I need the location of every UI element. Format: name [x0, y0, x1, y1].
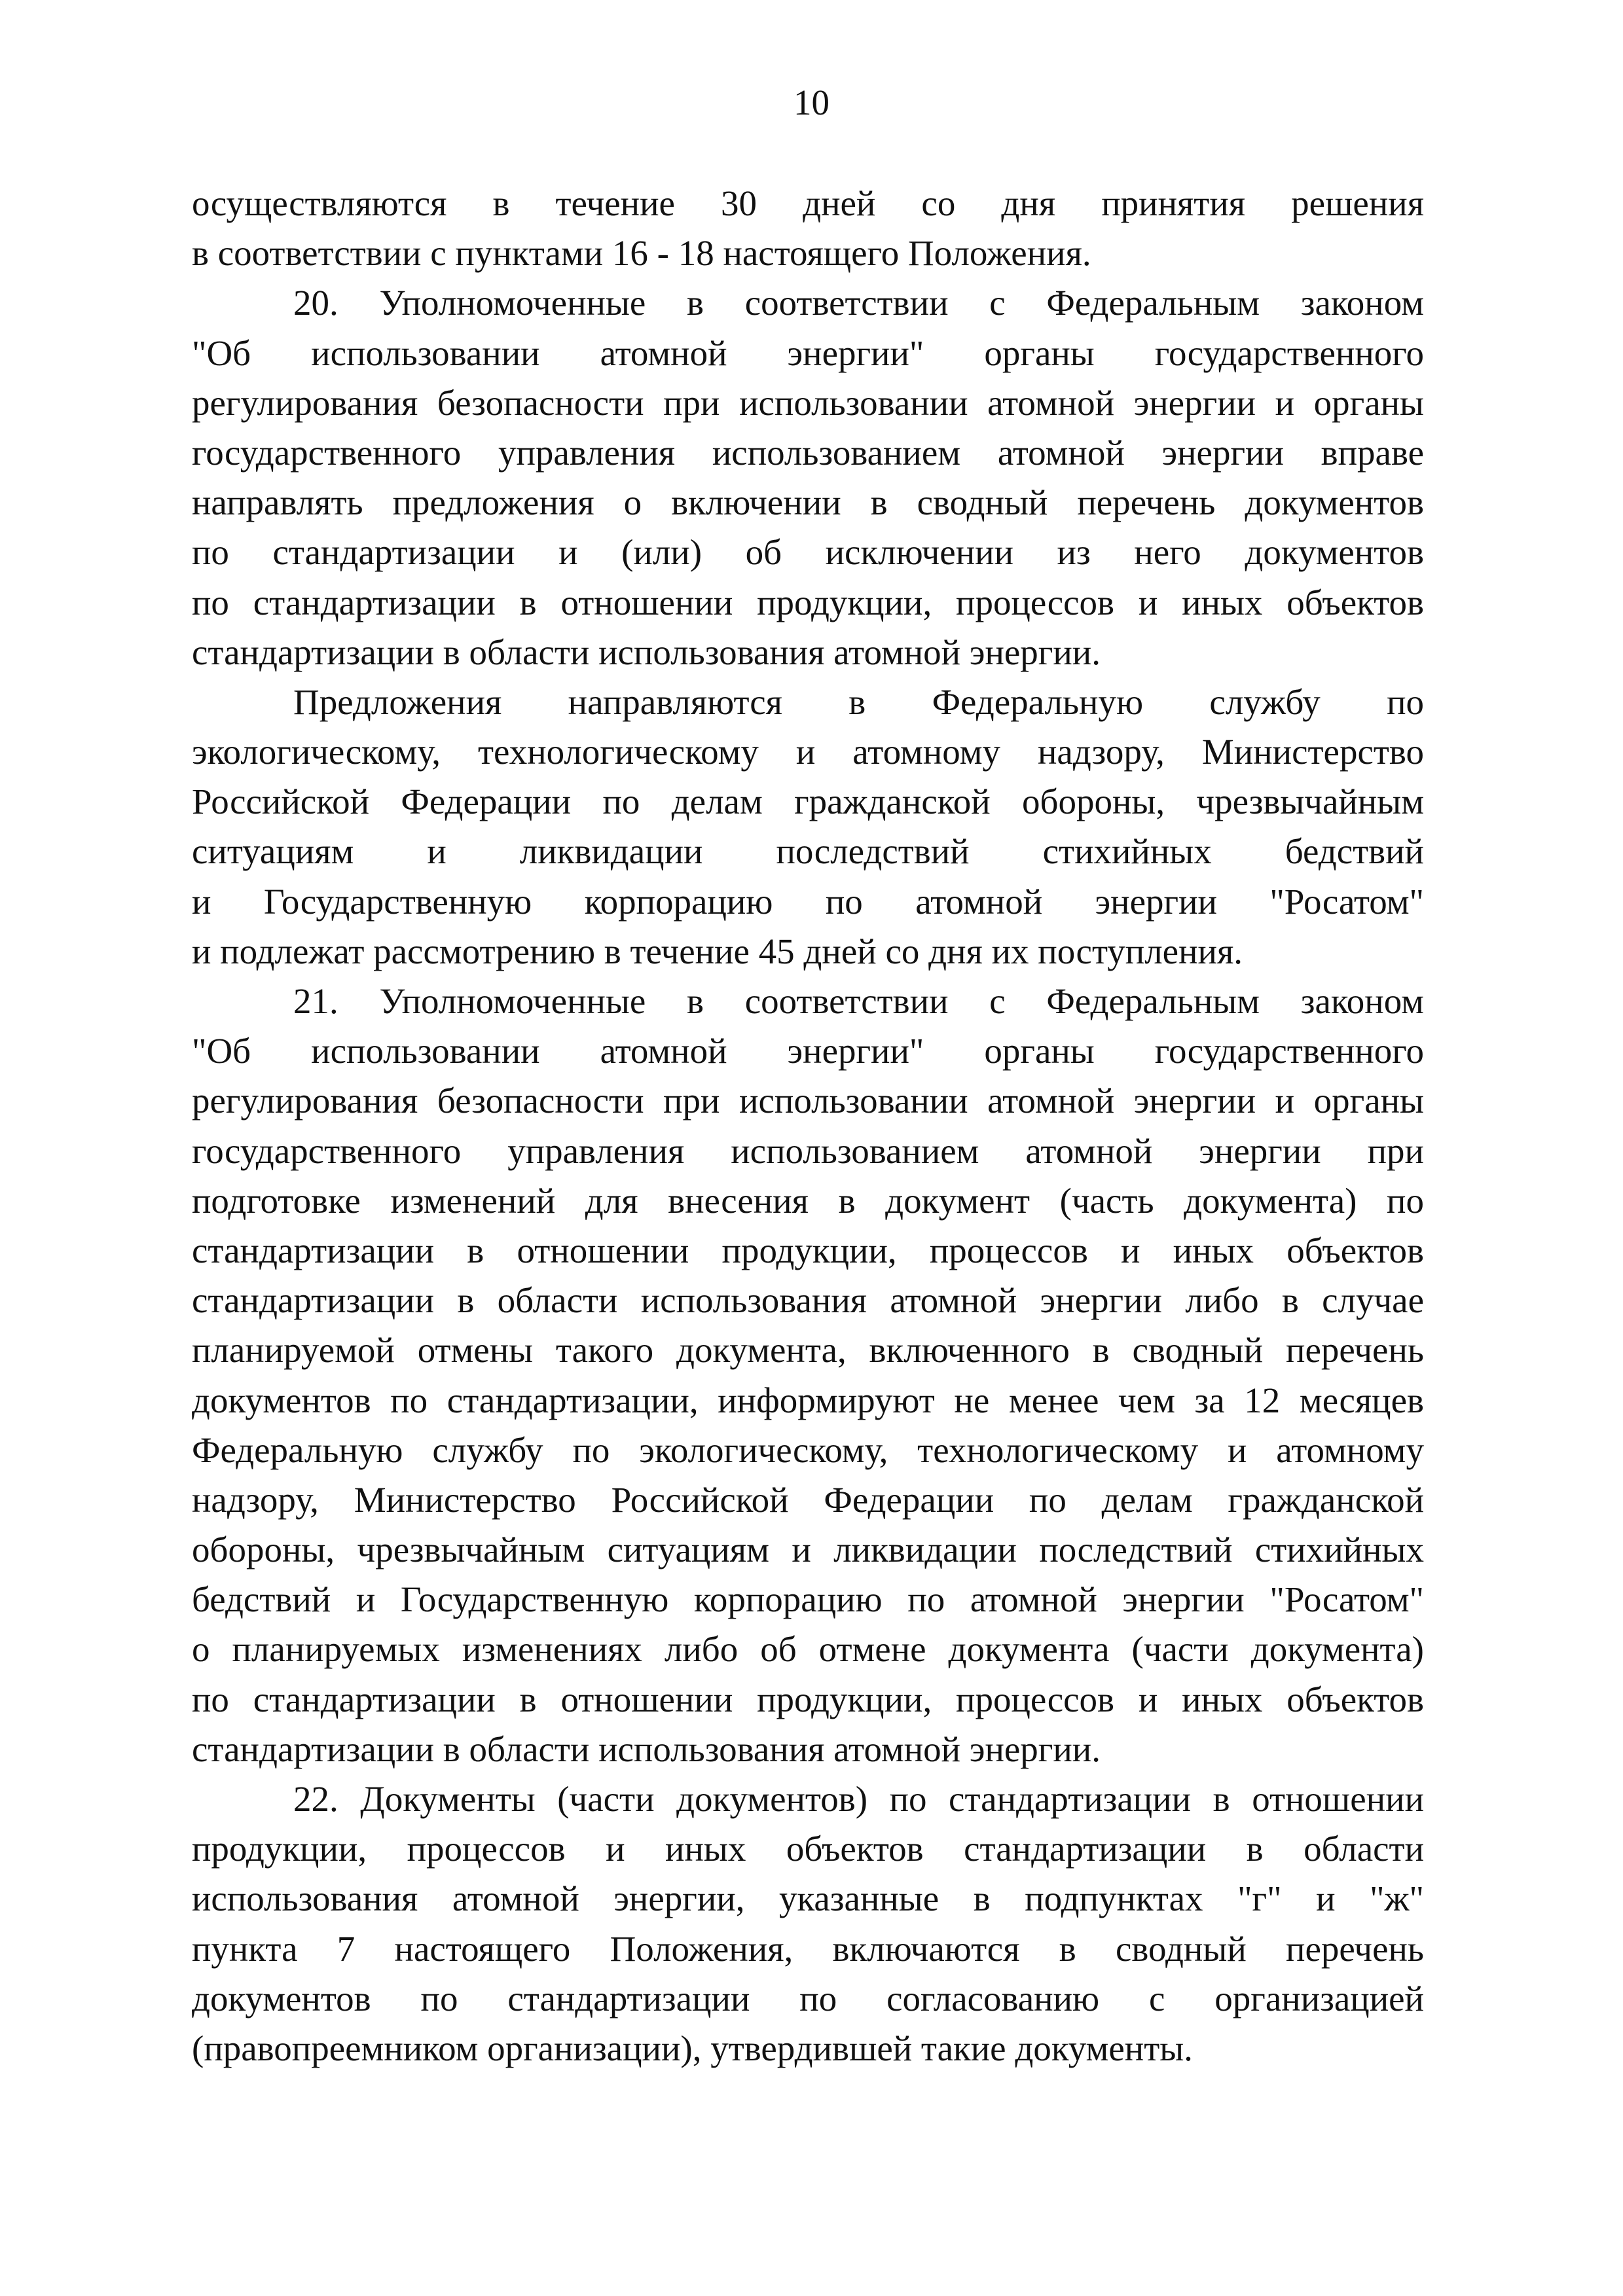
text-line: по стандартизации в отношении продукции, процессов и иных объектов — [192, 1679, 1424, 1719]
page-number: 10 — [793, 82, 830, 122]
text-line: стандартизации в области использования атомной энергии либо в случае — [192, 1280, 1424, 1321]
text-line: Федеральную службу по экологическому, технологическому и атомному — [192, 1429, 1424, 1470]
text-line: ситуациям и ликвидации последствий стихийных бедствий — [192, 831, 1424, 872]
text-line: пункта 7 настоящего Положения, включаются в сводный перечень — [192, 1928, 1424, 1969]
text-line: Предложения направляются в Федеральную службу по — [293, 681, 1424, 722]
text-line: регулирования безопасности при использовании атомной энергии и органы — [192, 1081, 1424, 1121]
paragraph-20 — [192, 278, 1424, 677]
paragraph-21 — [192, 977, 1424, 1774]
paragraph-22 — [192, 1774, 1424, 2073]
text-line: подготовке изменений для внесения в документ (часть документа) по — [192, 1180, 1424, 1221]
text-line: обороны, чрезвычайным ситуациям и ликвидации последствий стихийных — [192, 1530, 1424, 1570]
text-line: продукции, процессов и иных объектов стандартизации в области — [192, 1829, 1424, 1869]
text-line: 22. Документы (части документов) по стандартизации в отношении — [293, 1779, 1424, 1819]
text-line: использования атомной энергии, указанные в подпунктах "г" и "ж" — [192, 1878, 1424, 1919]
text-line: стандартизации в области использования атомной энергии. — [192, 1729, 1101, 1769]
text-line: и подлежат рассмотрению в течение 45 дней со дня их поступления. — [192, 931, 1243, 971]
text-line: документов по стандартизации по согласованию с организацией — [192, 1978, 1424, 2018]
text-line: и Государственную корпорацию по атомной энергии "Росатом" — [192, 881, 1424, 922]
text-line: осуществляются в течение 30 дней со дня принятия решения — [192, 183, 1424, 223]
paragraph-continuation — [192, 179, 1424, 278]
text-line: экологическому, технологическому и атомному надзору, Министерство — [192, 732, 1424, 772]
text-line: планируемой отмены такого документа, включенного в сводный перечень — [192, 1330, 1424, 1371]
text-line: бедствий и Государственную корпорацию по атомной энергии "Росатом" — [192, 1579, 1424, 1620]
text-line: в соответствии с пунктами 16 - 18 настоящего Положения. — [192, 233, 1091, 274]
text-line: государственного управления использованием атомной энергии при — [192, 1130, 1424, 1171]
paragraph-20-proposals — [192, 677, 1424, 977]
text-line: "Об использовании атомной энергии" органы государственного — [192, 332, 1424, 373]
text-line: (правопреемником организации), утвердившей такие документы. — [192, 2028, 1193, 2068]
text-line: стандартизации в отношении продукции, процессов и иных объектов — [192, 1230, 1424, 1270]
text-line: документов по стандартизации, информируют не менее чем за 12 месяцев — [192, 1380, 1424, 1420]
document-body — [192, 179, 1424, 2073]
text-line: 20. Уполномоченные в соответствии с Федеральным законом — [293, 283, 1424, 323]
text-line: Российской Федерации по делам гражданской обороны, чрезвычайным — [192, 781, 1424, 822]
text-line: государственного управления использованием атомной энергии вправе — [192, 432, 1424, 473]
text-line: стандартизации в области использования атомной энергии. — [192, 632, 1101, 672]
text-line: по стандартизации и (или) об исключении из него документов — [192, 532, 1424, 573]
text-line: "Об использовании атомной энергии" органы государственного — [192, 1031, 1424, 1071]
text-line: надзору, Министерство Российской Федерации по делам гражданской — [192, 1479, 1424, 1520]
text-line: по стандартизации в отношении продукции, процессов и иных объектов — [192, 582, 1424, 622]
text-line: направлять предложения о включении в сводный перечень документов — [192, 482, 1424, 523]
text-line: 21. Уполномоченные в соответствии с Федеральным законом — [293, 981, 1424, 1021]
text-line: регулирования безопасности при использовании атомной энергии и органы — [192, 382, 1424, 423]
text-line: о планируемых изменениях либо об отмене документа (части документа) — [192, 1629, 1424, 1670]
